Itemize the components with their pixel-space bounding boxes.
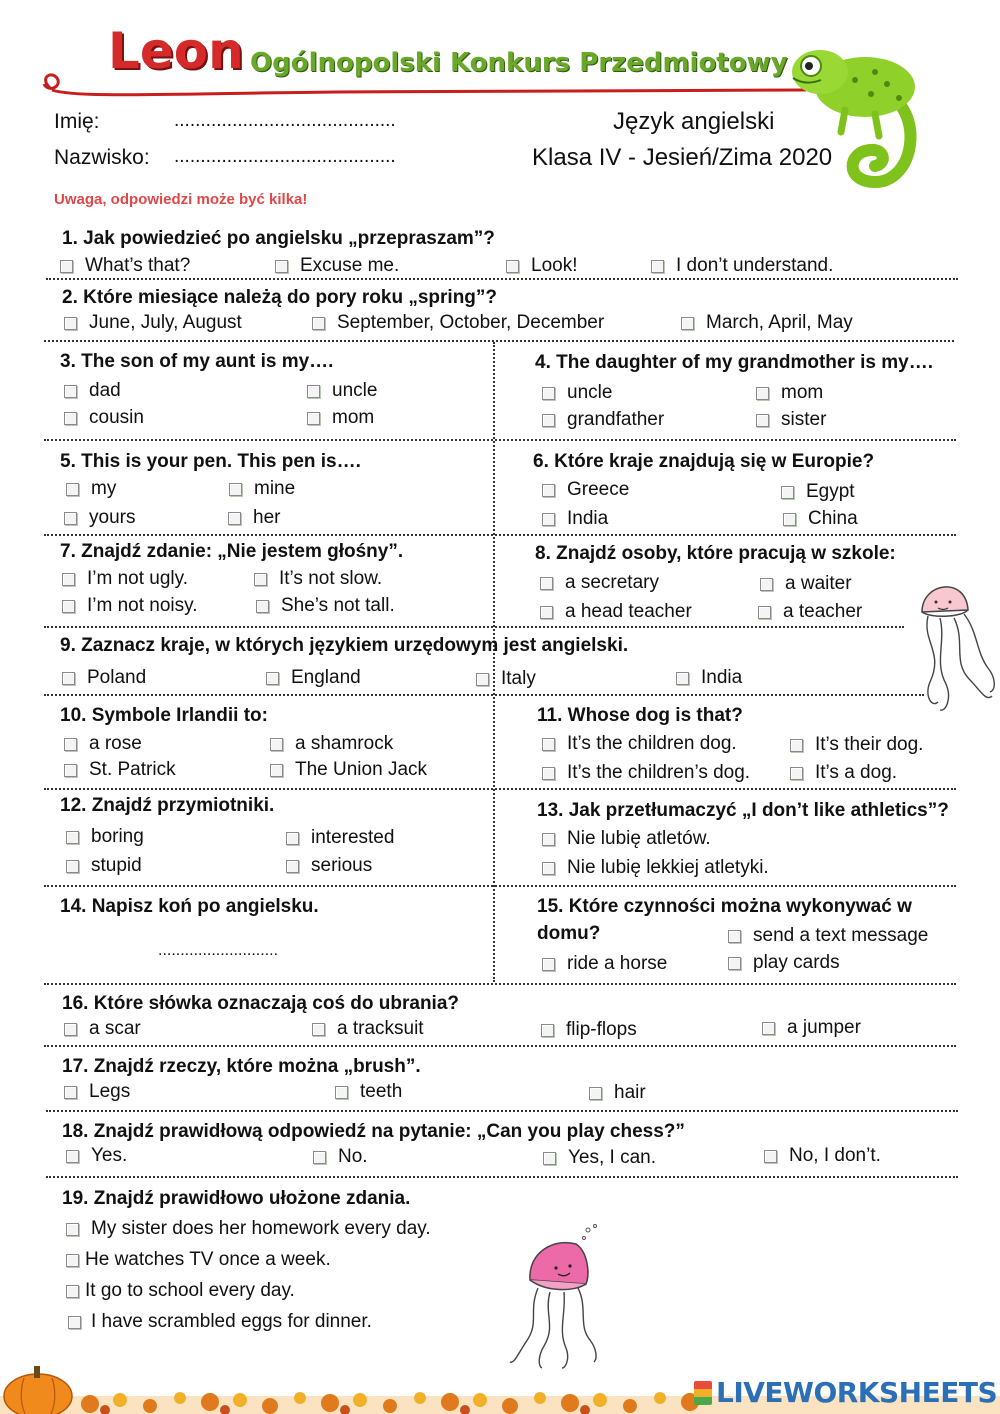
checkbox[interactable] (66, 860, 79, 873)
question-8: 8. Znajdź osoby, które pracują w szkole: (535, 543, 896, 564)
question-17: 17. Znajdź rzeczy, które można „brush”. (62, 1056, 421, 1077)
checkbox[interactable] (270, 764, 283, 777)
liveworksheets-logo (694, 1376, 997, 1409)
q12-option[interactable]: interested (286, 827, 394, 849)
contest-subtitle: Ogólnopolski Konkurs Przedmiotowy (250, 48, 788, 78)
q11-option[interactable]: It’s the children’s dog. (542, 762, 750, 784)
checkbox[interactable] (540, 606, 553, 619)
checkbox[interactable] (764, 1150, 777, 1163)
checkbox[interactable] (66, 1223, 79, 1236)
q3-option[interactable]: dad (64, 380, 121, 402)
checkbox[interactable] (307, 412, 320, 425)
q6-option[interactable]: China (783, 508, 858, 530)
checkbox[interactable] (476, 673, 489, 686)
q1-option[interactable]: I don’t understand. (651, 255, 833, 277)
q10-option[interactable]: St. Patrick (64, 759, 176, 781)
question-10: 10. Symbole Irlandii to: (60, 705, 268, 726)
divider (44, 534, 956, 536)
question-14: 14. Napisz koń po angielsku. (60, 896, 319, 917)
checkbox[interactable] (542, 513, 555, 526)
checkbox[interactable] (60, 260, 73, 273)
checkbox[interactable] (542, 738, 555, 751)
q2-option[interactable]: March, April, May (681, 312, 853, 334)
q10-option[interactable]: The Union Jack (270, 759, 427, 781)
q6-option[interactable]: Egypt (781, 481, 855, 503)
q14-answer-field[interactable]: ........................... (158, 942, 279, 959)
divider (44, 885, 956, 887)
q11-option[interactable]: It’s their dog. (790, 734, 923, 756)
surname-label: Nazwisko: (54, 146, 150, 169)
checkbox[interactable] (66, 1150, 79, 1163)
question-2: 2. Które miesiące należą do pory roku „spring”? (62, 287, 498, 308)
question-15-line1: 15. Które czynności można wykonywać w (537, 896, 912, 917)
q16-option[interactable]: a scar (64, 1018, 141, 1040)
checkbox[interactable] (275, 260, 288, 273)
checkbox[interactable] (68, 1316, 81, 1329)
checkbox[interactable] (651, 260, 664, 273)
brand-title: Leon (108, 22, 244, 80)
q18-option[interactable]: No. (313, 1146, 368, 1168)
checkbox[interactable] (540, 577, 553, 590)
q4-option[interactable]: grandfather (542, 409, 664, 431)
q7-option[interactable]: I’m not noisy. (62, 595, 198, 617)
q4-option[interactable]: mom (756, 382, 823, 404)
question-12: 12. Znajdź przymiotniki. (60, 795, 275, 816)
checkbox[interactable] (312, 1023, 325, 1036)
checkbox[interactable] (228, 512, 241, 525)
header-swirl-line (36, 66, 816, 102)
q9-option[interactable]: Italy (476, 668, 536, 690)
q11-option[interactable]: It’s a dog. (790, 762, 897, 784)
q16-option[interactable]: a jumper (762, 1017, 861, 1039)
checkbox[interactable] (756, 387, 769, 400)
q18-option[interactable]: Yes, I can. (543, 1147, 656, 1169)
q9-option[interactable]: Poland (62, 667, 146, 689)
q8-option[interactable]: a teacher (758, 601, 862, 623)
checkbox[interactable] (64, 738, 77, 751)
q12-option[interactable]: boring (66, 826, 144, 848)
checkbox[interactable] (266, 672, 279, 685)
question-18: 18. Znajdź prawidłową odpowiedź na pytanie: „Can you play chess?” (62, 1121, 685, 1142)
checkbox[interactable] (254, 573, 267, 586)
checkbox[interactable] (762, 1022, 775, 1035)
q10-option[interactable]: a shamrock (270, 733, 393, 755)
q2-option[interactable]: September, October, December (312, 312, 604, 334)
question-13: 13. Jak przetłumaczyć „I don’t like athletics”? (537, 800, 949, 821)
checkbox[interactable] (676, 672, 689, 685)
checkbox[interactable] (543, 1152, 556, 1165)
checkbox[interactable] (589, 1087, 602, 1100)
q1-option[interactable]: Excuse me. (275, 255, 399, 277)
checkbox[interactable] (286, 832, 299, 845)
checkbox[interactable] (307, 385, 320, 398)
q19-option[interactable]: I have scrambled eggs for dinner. (68, 1311, 372, 1333)
q3-option[interactable]: uncle (307, 380, 377, 402)
q18-option[interactable]: No, I don’t. (764, 1145, 881, 1167)
q6-option[interactable]: Greece (542, 479, 629, 501)
divider (46, 278, 958, 280)
checkbox[interactable] (66, 1285, 79, 1298)
q13-option[interactable]: Nie lubię atletów. (542, 828, 711, 850)
checkbox[interactable] (781, 486, 794, 499)
q12-option[interactable]: stupid (66, 855, 142, 877)
q8-option[interactable]: a waiter (760, 573, 852, 595)
question-5: 5. This is your pen. This pen is…. (60, 451, 361, 472)
q7-option[interactable]: It’s not slow. (254, 568, 382, 590)
q5-option[interactable]: her (228, 507, 280, 529)
checkbox[interactable] (64, 317, 77, 330)
question-6: 6. Które kraje znajdują się w Europie? (533, 451, 875, 472)
q10-option[interactable]: a rose (64, 733, 142, 755)
checkbox[interactable] (756, 414, 769, 427)
checkbox[interactable] (541, 1024, 554, 1037)
checkbox[interactable] (542, 958, 555, 971)
divider (46, 1176, 958, 1178)
checkbox[interactable] (62, 600, 75, 613)
checkbox[interactable] (783, 513, 796, 526)
checkbox[interactable] (758, 606, 771, 619)
checkbox[interactable] (728, 930, 741, 943)
q3-option[interactable]: mom (307, 407, 374, 429)
question-3: 3. The son of my aunt is my…. (60, 351, 334, 372)
checkbox[interactable] (270, 738, 283, 751)
checkbox[interactable] (256, 600, 269, 613)
name-field[interactable]: .......................................... (174, 110, 396, 131)
q5-option[interactable]: my (66, 478, 116, 500)
q6-option[interactable]: India (542, 508, 608, 530)
divider (44, 340, 954, 342)
q15-option[interactable]: send a text message (728, 925, 928, 947)
q17-option[interactable]: Legs (64, 1081, 130, 1103)
checkbox[interactable] (64, 764, 77, 777)
divider (44, 1045, 956, 1047)
q11-option[interactable]: It’s the children dog. (542, 733, 737, 755)
subject-title: Język angielski (613, 108, 775, 135)
question-19: 19. Znajdź prawidłowo ułożone zdania. (62, 1188, 411, 1209)
checkbox[interactable] (313, 1151, 326, 1164)
q2-option[interactable]: June, July, August (64, 312, 242, 334)
checkbox[interactable] (728, 957, 741, 970)
question-4: 4. The daughter of my grandmother is my…. (535, 352, 934, 373)
q19-option[interactable]: It go to school every day. (66, 1280, 295, 1302)
divider (44, 694, 924, 696)
question-15-line2: domu? (537, 923, 601, 944)
q9-option[interactable]: India (676, 667, 742, 689)
q17-option[interactable]: teeth (335, 1081, 402, 1103)
q19-option[interactable]: My sister does her homework every day. (66, 1218, 431, 1240)
q16-option[interactable]: a tracksuit (312, 1018, 424, 1040)
q1-option[interactable]: What’s that? (60, 255, 190, 277)
question-16: 16. Które słówka oznaczają coś do ubrania? (62, 993, 460, 1014)
q4-option[interactable]: uncle (542, 382, 612, 404)
surname-field[interactable]: .......................................... (174, 146, 396, 167)
checkbox[interactable] (64, 385, 77, 398)
q4-option[interactable]: sister (756, 409, 826, 431)
checkbox[interactable] (229, 483, 242, 496)
checkbox[interactable] (66, 1254, 79, 1267)
warning-note: Uwaga, odpowiedzi może być kilka! (54, 191, 308, 208)
checkbox[interactable] (312, 317, 325, 330)
checkbox[interactable] (62, 573, 75, 586)
q1-option[interactable]: Look! (506, 255, 577, 277)
checkbox[interactable] (64, 1086, 77, 1099)
q7-option[interactable]: I’m not ugly. (62, 568, 188, 590)
checkbox[interactable] (542, 387, 555, 400)
jellyfish-illustration (500, 1222, 610, 1372)
q3-option[interactable]: cousin (64, 407, 144, 429)
q16-option[interactable]: flip-flops (541, 1019, 637, 1041)
checkbox[interactable] (542, 484, 555, 497)
question-11: 11. Whose dog is that? (537, 705, 743, 726)
q15-option[interactable]: play cards (728, 952, 840, 974)
q7-option[interactable]: She’s not tall. (256, 595, 395, 617)
checkbox[interactable] (64, 512, 77, 525)
q13-option[interactable]: Nie lubię lekkiej atletyki. (542, 857, 769, 879)
class-info: Klasa IV - Jesień/Zima 2020 (532, 144, 833, 171)
divider (44, 788, 956, 790)
divider (44, 626, 904, 628)
question-9: 9. Zaznacz kraje, w których językiem urzędowym jest angielski. (60, 635, 629, 656)
checkbox[interactable] (542, 414, 555, 427)
q8-option[interactable]: a head teacher (540, 601, 692, 623)
checkbox[interactable] (542, 833, 555, 846)
checkbox[interactable] (506, 260, 519, 273)
q18-option[interactable]: Yes. (66, 1145, 127, 1167)
jellyfish-illustration (916, 572, 1000, 722)
q8-option[interactable]: a secretary (540, 572, 659, 594)
checkbox[interactable] (681, 317, 694, 330)
checkbox[interactable] (790, 767, 803, 780)
checkbox[interactable] (286, 860, 299, 873)
divider (46, 1110, 958, 1112)
q12-option[interactable]: serious (286, 855, 372, 877)
checkbox[interactable] (335, 1086, 348, 1099)
q19-option[interactable]: He watches TV once a week. (66, 1249, 331, 1271)
name-label: Imię: (54, 110, 100, 133)
checkbox[interactable] (66, 483, 79, 496)
q9-option[interactable]: England (266, 667, 361, 689)
checkbox[interactable] (64, 1023, 77, 1036)
question-7: 7. Znajdź zdanie: „Nie jestem głośny”. (60, 541, 404, 562)
checkbox[interactable] (542, 862, 555, 875)
checkbox[interactable] (760, 578, 773, 591)
divider (44, 439, 956, 441)
q15-option[interactable]: ride a horse (542, 953, 667, 975)
q5-option[interactable]: yours (64, 507, 135, 529)
checkbox[interactable] (790, 739, 803, 752)
q17-option[interactable]: hair (589, 1082, 646, 1104)
divider (44, 983, 956, 985)
checkbox[interactable] (62, 672, 75, 685)
checkbox[interactable] (64, 412, 77, 425)
q5-option[interactable]: mine (229, 478, 295, 500)
liveworksheets-logo-text: LIVEWORKSHEETS (716, 1376, 998, 1409)
checkbox[interactable] (542, 767, 555, 780)
liveworksheets-logo-icon (694, 1381, 712, 1405)
question-1: 1. Jak powiedzieć po angielsku „przepraszam”? (62, 228, 495, 249)
checkbox[interactable] (66, 831, 79, 844)
